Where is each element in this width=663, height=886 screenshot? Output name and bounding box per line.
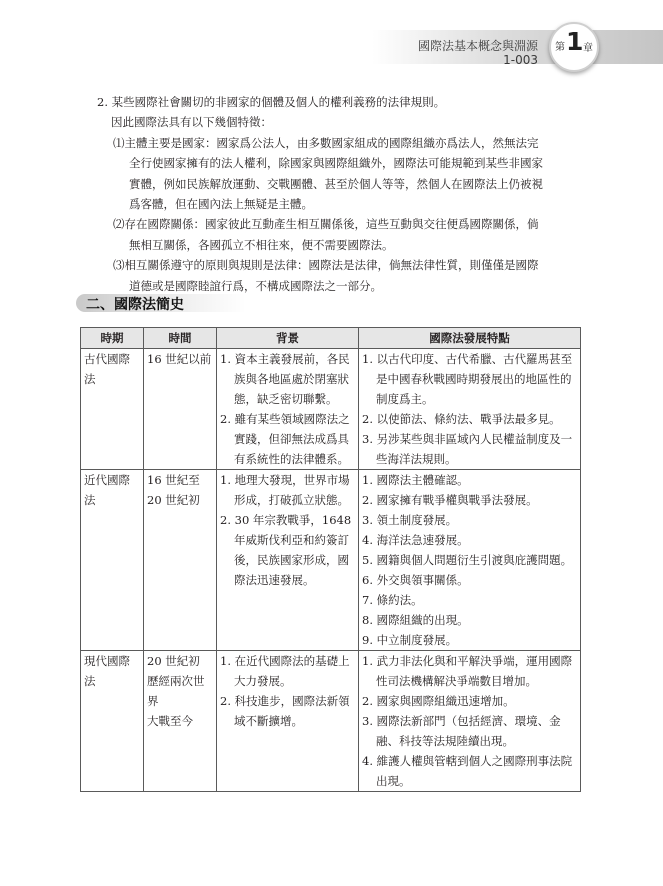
period-cell: 現代國際法 (81, 651, 144, 792)
background-item: 2. 雖有某些領域國際法之實踐，但卻無法成爲具有系統性的法律體系。 (220, 412, 350, 466)
chapter-badge (549, 22, 599, 72)
time-cell (144, 651, 217, 792)
table-row (81, 470, 581, 651)
section-heading-text: 二、國際法簡史 (86, 297, 184, 313)
feature-item: 2. 國家與國際組織迅速增加。 (362, 694, 515, 708)
time-line: 歷經兩次世界 (147, 674, 205, 708)
time-cell (144, 349, 217, 470)
feature-item: 4. 海洋法急速發展。 (362, 533, 469, 547)
item-2-line: 2. 某些國際社會關切的非國家的個體及個人的權利義務的法律規則。 (97, 95, 446, 109)
period-cell: 近代國際法 (81, 470, 144, 651)
header-background: 背景 (217, 328, 359, 349)
chapter-number: 1 (566, 27, 584, 56)
running-title: 國際法基本概念與淵源 (417, 39, 538, 53)
background-cell (217, 470, 359, 651)
page-header (0, 0, 663, 72)
chapter-prefix: 第 (555, 42, 565, 53)
feature-line: 道德或是國際睦誼行爲，不構成國際法之一部分。 (129, 278, 382, 293)
feature-2 (75, 214, 595, 255)
page-number: 1-003 (503, 53, 538, 67)
background-item: 1. 在近代國際法的基礎上大力發展。 (220, 654, 350, 688)
feature-line: ⑵存在國際關係：國家彼此互動產生相互關係後，這些互動與交往便爲國際關係，倘 (113, 217, 539, 232)
feature-item: 5. 國籍與個人問題衍生引渡與庇護問題。 (362, 553, 573, 567)
background-item: 2. 30 年宗教戰爭，1648 年威斯伐利亞和約簽訂後，民族國家形成，國際法迅速發展。 (220, 513, 352, 587)
feature-item: 2. 國家擁有戰爭權與戰爭法發展。 (362, 493, 538, 507)
table-header-row (81, 328, 581, 349)
history-table (80, 327, 581, 792)
time-line: 16 世紀以前 (147, 352, 212, 366)
period-cell: 古代國際法 (81, 349, 144, 470)
feature-item: 3. 領土制度發展。 (362, 513, 458, 527)
time-line: 20 世紀初 (147, 654, 200, 668)
feature-item: 1. 以古代印度、古代希臘、古代羅馬甚至是中國春秋戰國時期發展出的地區性的制度爲主。 (362, 352, 573, 406)
feature-line: 爲客體，但在國內法上無疑是主體。 (129, 197, 313, 212)
background-item: 2. 科技進步，國際法新領域不斷擴增。 (220, 694, 350, 728)
feature-item: 4. 維護人權與管轄到個人之國際刑事法院出現。 (362, 754, 573, 788)
time-line: 20 世紀初 (147, 493, 200, 507)
feature-line: 全行使國家擁有的法人權利，除國家與國際組織外，國際法可能規範到某些非國家 (129, 156, 543, 171)
feature-item: 6. 外交與領事關係。 (362, 573, 469, 587)
time-line: 大戰至今 (147, 714, 193, 728)
time-cell (144, 470, 217, 651)
features-cell (359, 651, 581, 792)
features-cell (359, 349, 581, 470)
features-cell (359, 470, 581, 651)
feature-item: 7. 條約法。 (362, 593, 423, 607)
intro-text (75, 92, 595, 296)
feature-item: 1. 國際法主體確認。 (362, 473, 469, 487)
background-cell (217, 651, 359, 792)
table-row (81, 651, 581, 792)
chapter-suffix: 章 (583, 43, 593, 54)
feature-3 (75, 255, 595, 296)
feature-line: ⑶相互關係遵守的原則與規則是法律：國際法是法律，倘無法律性質，則僅僅是國際 (113, 258, 539, 273)
background-item: 1. 地理大發現，世界市場形成，打破孤立狀態。 (220, 473, 350, 507)
feature-item: 8. 國際組織的出現。 (362, 613, 469, 627)
feature-line: 無相互關係，各國孤立不相往來，便不需要國際法。 (129, 237, 394, 252)
header-features: 國際法發展特點 (359, 328, 581, 349)
feature-line: 實體，例如民族解放運動、交戰團體、甚至於個人等等，然個人在國際法上仍被視 (129, 176, 543, 191)
feature-item: 9. 中立制度發展。 (362, 633, 458, 647)
feature-item: 2. 以使節法、條約法、戰爭法最多見。 (362, 412, 561, 426)
feature-item: 1. 武力非法化與和平解決爭端，運用國際性司法機構解決爭端數目增加。 (362, 654, 573, 688)
background-item: 1. 資本主義發展前，各民族與各地區處於閉塞狀態，缺乏密切聯繫。 (220, 352, 350, 406)
feature-line: ⑴主體主要是國家：國家爲公法人，由多數國家組成的國際組織亦爲法人，然無法完 (113, 135, 539, 150)
time-line: 16 世紀至 (147, 473, 200, 487)
feature-item: 3. 國際法新部門（包括經濟、環境、金融、科技等法規陸續出現。 (362, 714, 561, 748)
background-cell (217, 349, 359, 470)
feature-item: 3. 另涉某些與非區域內人民權益制度及一些海洋法規則。 (362, 432, 573, 466)
feature-1 (75, 133, 595, 215)
features-intro-line: 因此國際法具有以下幾個特徵： (111, 115, 272, 130)
table-row (81, 349, 581, 470)
header-period: 時期 (81, 328, 144, 349)
header-time: 時間 (144, 328, 217, 349)
section-heading (76, 292, 316, 314)
